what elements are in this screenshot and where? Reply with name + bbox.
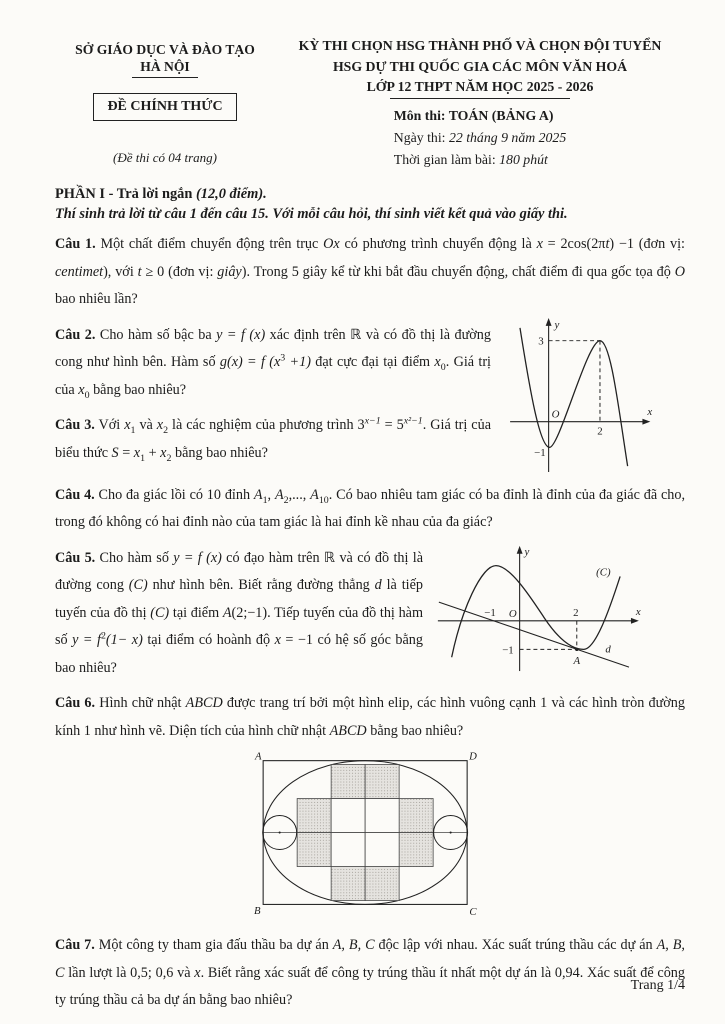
section-heading: PHẦN I - Trả lời ngắn (12,0 điểm). <box>55 186 267 203</box>
question-2: Câu 2. Cho hàm số bậc ba y = f (x) xác định trên ℝ và có đồ thị là đường cong như hình bên. Hàm số g(x) = f $(x^3 +1)$ đạt cực đại tại điểm $x_0$. Giá trị của $x_0$ bằng bao nhiêu? <box>55 326 491 401</box>
duration-line <box>394 149 566 171</box>
exam-title-line-2: HSG DỰ THI QUỐC GIA CÁC MÔN VĂN HOÁ <box>332 58 628 74</box>
cubic-graph-svg <box>503 316 693 474</box>
date-label: Ngày thi: <box>393 129 449 145</box>
tangent-line-d <box>439 602 629 667</box>
question-4: Câu 4. Cho đa giác lồi có 10 đỉnh $A_1$, $A_2$,..., $A_{10}$. Có bao nhiêu tam giác có ba đỉnh là đỉnh của đa giác đã cho, trong đó không có hai đỉnh nào của tam giác là hai đỉnh kề nhau của đa giác? <box>55 486 685 531</box>
ellipse-figure-wrapper <box>55 749 685 924</box>
axis-label-y: y <box>554 318 560 331</box>
corner-B-label: B <box>254 905 261 918</box>
footer-page-number: Trang 1/4 <box>630 978 685 993</box>
origin-label: O <box>508 607 517 620</box>
origin-label: O <box>551 408 560 421</box>
y-axis-arrow <box>517 546 523 554</box>
issuer-block <box>55 36 275 170</box>
axis-label-x: x <box>647 405 653 418</box>
page-header <box>55 36 685 170</box>
questions-2-3-block <box>55 314 685 474</box>
x-axis-arrow <box>631 618 639 624</box>
tangent-graph-svg <box>433 541 691 674</box>
cubic-curve <box>520 328 628 466</box>
x-2-label: 2 <box>573 606 579 619</box>
exam-title-block <box>275 36 685 170</box>
point-A-dot <box>575 648 578 651</box>
tangent-graph-figure <box>433 541 691 674</box>
x-minus1-label: −1 <box>484 606 496 619</box>
duration-value: 180 phút <box>499 151 548 167</box>
subject-label: Môn thi: <box>393 108 449 124</box>
official-exam-stamp: ĐỀ CHÍNH THỨC <box>93 93 236 121</box>
ellipse-decoration-svg <box>225 749 515 919</box>
corner-C-label: C <box>469 906 477 919</box>
question-7: Câu 7. Một công ty tham gia đấu thầu ba dự án A, B, C độc lập với nhau. Xác suất trúng thầu các dự án A, B, C lần lượt là 0,5; 0,6 và x. Biết rằng xác suất để công ty trúng thầu ít nhất một dự án là 0,94. Xác suất để công ty trúng thầu cả ba dự án bằng bao nhiêu? <box>55 937 685 1009</box>
exam-title-line-1: KỲ THI CHỌN HSG THÀNH PHỐ VÀ CHỌN ĐỘI TUYỂN <box>298 38 662 53</box>
section-instruction: Thí sinh trả lời từ câu 1 đến câu 15. Với mỗi câu hỏi, thí sinh viết kết quả vào giấy thi. <box>55 206 568 223</box>
right-circle-center <box>450 832 452 834</box>
corner-D-label: D <box>469 751 477 764</box>
corner-A-label: A <box>255 751 262 764</box>
question-3: Câu 3. Với $x_1$ và $x_2$ là các nghiệm của phương trình $3^{x-1} = 5^{x^2-1}$. Giá trị của biểu thức $S = x_1 + x_2$ bằng bao nhiêu? <box>55 415 491 464</box>
question-1: Câu 1. Một chất điểm chuyển động trên trục Ox có phương trình chuyển động là x = 2cos(2πt) −1 (đơn vị: centimet), với t ≥ 0 (đơn vị: giây). Trong 5 giây kể từ khi bắt đầu chuyển động, chất điểm đi qua gốc tọa độ O bao nhiêu lần? <box>55 236 685 308</box>
x-max-label: 2 <box>597 425 603 438</box>
axis-label-x: x <box>635 605 641 618</box>
left-circle-center <box>279 832 281 834</box>
title-underline <box>390 98 570 99</box>
issuer-line-1: SỞ GIÁO DỤC VÀ ĐÀO TẠO <box>75 42 255 57</box>
issuer-line-2: HÀ NỘI <box>132 59 197 78</box>
pages-note: (Đề thi có 04 trang) <box>113 150 217 165</box>
point-A-label: A <box>573 655 581 668</box>
cubic-graph-figure <box>503 316 693 474</box>
question-5-block <box>55 537 685 683</box>
y-minus1-label: −1 <box>502 644 514 657</box>
duration-label: Thời gian làm bài: <box>393 151 500 167</box>
y-axis-arrow <box>546 318 552 326</box>
exam-title-line-3: LỚP 12 THPT NĂM HỌC 2025 - 2026 <box>366 79 594 95</box>
question-6: Câu 6. Hình chữ nhật ABCD được trang trí bởi một hình elip, các hình vuông cạnh 1 và các hình tròn đường kính 1 như hình vẽ. Diện tích của hình chữ nhật ABCD bằng bao nhiêu? <box>55 695 685 739</box>
exam-meta <box>394 105 566 170</box>
date-value: 22 tháng 9 năm 2025 <box>448 129 567 145</box>
question-5: Câu 5. Cho hàm số y = f (x) có đạo hàm trên ℝ và có đồ thị là đường cong (C) như hình bên. Biết rằng đường thẳng d là tiếp tuyến của đồ thị (C) tại điểm A(2;−1). Tiếp tuyến của đồ thị hàm số $y = f^2(1- x)$ tại điểm có hoành độ x = −1 có hệ số góc bằng bao nhiêu? <box>55 549 424 676</box>
curve-C <box>452 566 620 658</box>
y-min-label: −1 <box>534 447 546 460</box>
x-axis-arrow <box>642 419 650 425</box>
subject-value: TOÁN (BẢNG A) <box>448 108 554 124</box>
subject-line <box>394 105 566 127</box>
y-max-label: 3 <box>538 335 544 348</box>
axis-label-y: y <box>524 545 530 558</box>
date-line <box>394 127 566 149</box>
line-d-label: d <box>605 643 611 656</box>
curve-C-label: (C) <box>596 566 611 579</box>
white-squares <box>331 799 399 867</box>
